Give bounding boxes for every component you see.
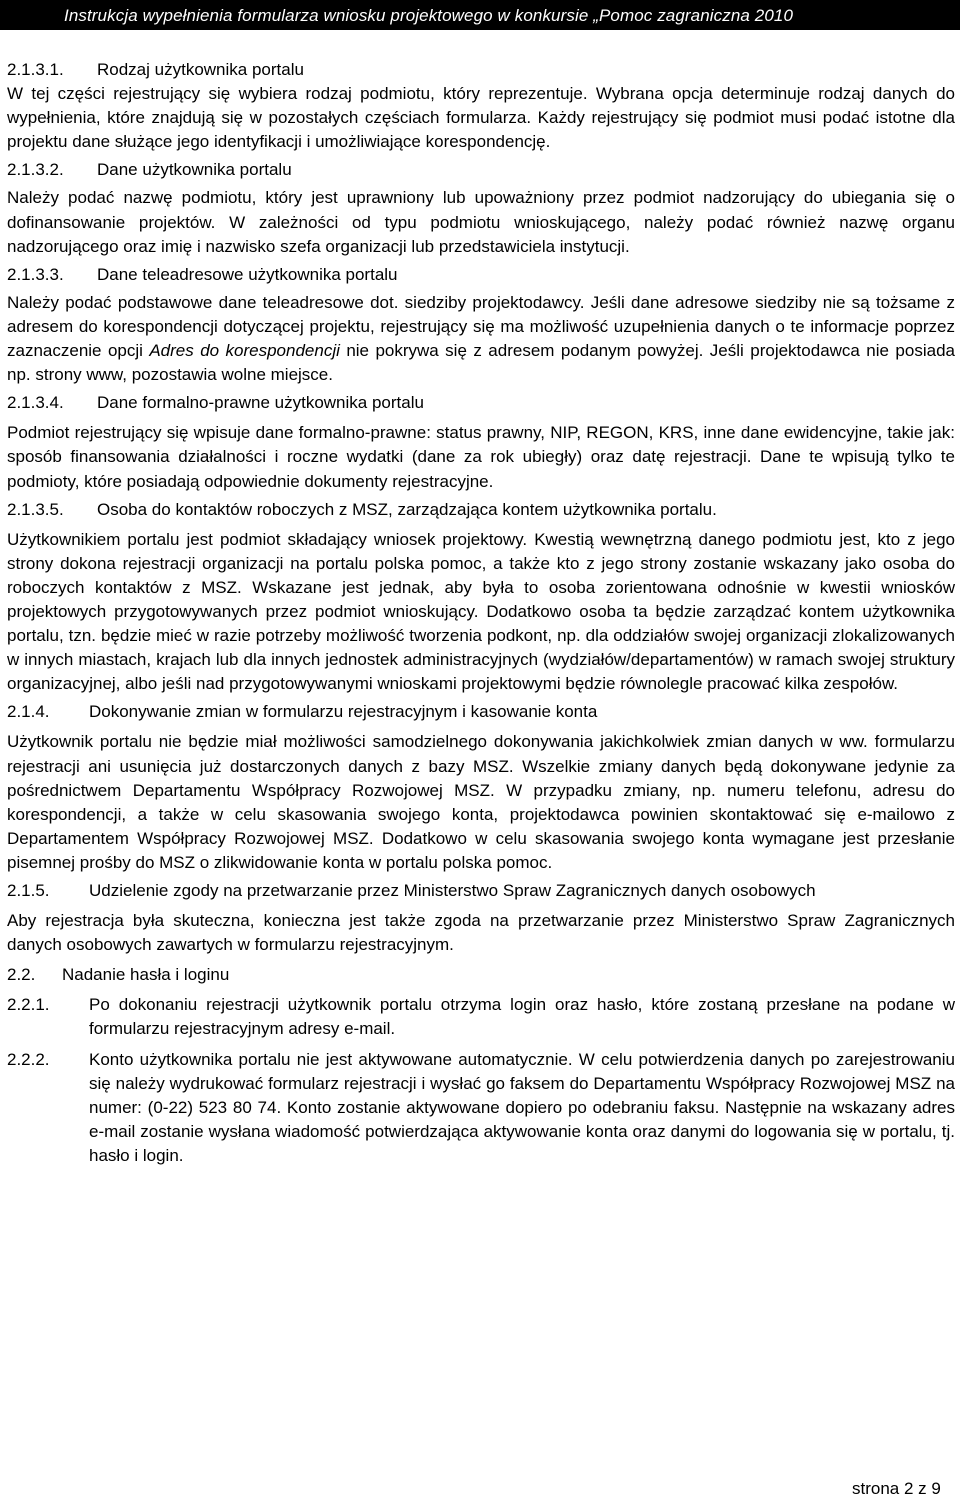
section-title: Rodzaj użytkownika portalu bbox=[97, 60, 304, 79]
section-title: Dane teleadresowe użytkownika portalu bbox=[97, 264, 398, 284]
section-number: 2.1.3.3. bbox=[7, 264, 64, 284]
list-item-222 bbox=[7, 1048, 955, 1168]
section-paragraph-214: Użytkownik portalu nie będzie miał możliwości samodzielnego dokonywania jakichkolwiek zmian danych w ww. formularzu rejestracji ani usunięcia już dostarczonych danych z bazy MSZ. Wszelkie zmiany danych będą dokonywane jedynie za pośrednictwem Departamentu Współpracy Rozwojowej MSZ. W przypadku zmiany, np. numeru telefonu, adresu do korespondencji, a także w celu skasowania swojego konta, projektodawca powinien skontaktować się e-mailowo z Departamentem Współpracy Rozwojowej MSZ. Dodatkowo w celu skasowania swojego konta wymagane jest przesłanie pisemnej prośby do MSZ o zlikwidowanie konta w portalu polska pomoc. bbox=[7, 732, 955, 872]
section-title: Dane formalno-prawne użytkownika portalu bbox=[97, 393, 424, 413]
section-title: Udzielenie zgody na przetwarzanie przez Ministerstwo Spraw Zagranicznych danych osobowych bbox=[89, 881, 816, 900]
section-title: Nadanie hasła i loginu bbox=[62, 965, 230, 985]
section-heading-214 bbox=[7, 700, 955, 724]
section-title: Osoba do kontaktów roboczych z MSZ, zarządzająca kontem użytkownika portalu. bbox=[97, 499, 717, 519]
section-number: 2.2. bbox=[7, 965, 36, 985]
section-paragraph-2135: Użytkownikiem portalu jest podmiot składający wniosek projektowy. Kwestią wewnętrzną danego podmiotu jest, kto z jego strony dokona rejestracji organizacji na portalu polska pomoc, a także kto z jego strony zostanie wskazany jako osoba do roboczych kontaktów z MSZ. Wskazane jest jednak, aby była to osoba zorientowana odnośnie w kwestii wniosków projektowych przygotowywanych przez podmiot wnioskujący. Dodatkowo osoba ta będzie zarządzać kontem użytkownika portalu, tzn. będzie mieć w razie potrzeby możliwość tworzenia podkont, np. dla oddziałów swojej organizacji zlokalizowanych w innych miastach, krajach lub dla innych jednostek administracyjnych (wydziałów/departamentów) w ramach swojej struktury organizacyjnej, albo jeśli nad przygotowywanymi wnioskami projektowymi będzie równolegle pracować kilka zespołów. bbox=[7, 529, 955, 694]
list-item-221 bbox=[7, 993, 955, 1041]
section-number: 2.1.4. bbox=[7, 702, 50, 722]
item-number: 2.2.2. bbox=[7, 1049, 50, 1069]
option-name: Adres do korespondencji bbox=[149, 341, 340, 361]
item-number: 2.2.1. bbox=[7, 995, 50, 1015]
section-heading-2133 bbox=[7, 263, 955, 287]
document-body bbox=[7, 58, 955, 1168]
section-heading-22 bbox=[7, 963, 955, 987]
section-number: 2.1.5. bbox=[7, 881, 50, 900]
section-number: 2.1.3.1. bbox=[7, 60, 64, 79]
section-number: 2.1.3.2. bbox=[7, 160, 64, 180]
page-header bbox=[0, 0, 960, 30]
section-heading-2135 bbox=[7, 498, 955, 522]
paragraph-text: Należy podać podstawowe dane teleadresowe dot. siedziby projektodawcy. Jeśli dane adresowe siedziby nie są tożsame z adresem do korespondencji dotyczącej projektu, rejestrujący się ma możliwość uzupełnienia danych o te informacje poprzez zaznaczenie opcji bbox=[7, 292, 955, 361]
page-number: strona 2 z 9 bbox=[852, 1479, 941, 1498]
section-heading-215 bbox=[7, 879, 955, 903]
section-paragraph-2134: Podmiot rejestrujący się wpisuje dane formalno-prawne: status prawny, NIP, REGON, KRS, inne dane ewidencyjne, takie jak: sposób finansowania działalności i roczne wydatki (dane za rok ubiegły) oraz datę rejestracji. Dane te wpisują tylko te podmioty, które posiadają odpowiednie dokumenty rejestracyjne. bbox=[7, 423, 955, 491]
section-heading-2132 bbox=[7, 158, 955, 182]
section-paragraph-2132: Należy podać nazwę podmiotu, który jest uprawniony lub upoważniony przez podmiot nadzorujący do ubiegania się o dofinansowanie projektów. W zależności od typu podmiotu wnioskującego, należy podać również nazwę organu nadzorującego oraz imię i nazwisko szefa organizacji lub przedstawiciela instytucji. bbox=[7, 188, 955, 256]
section-paragraph-2131: W tej części rejestrujący się wybiera rodzaj podmiotu, który reprezentuje. Wybrana opcja determinuje rodzaj danych do wypełnienia, które znajdują się w pozostałych częściach formularza. Każdy rejestrujący się podmiot musi podać istotne dla projektu dane służące jego identyfikacji i umożliwiające korespondencję. bbox=[7, 84, 955, 152]
section-paragraph-215: Aby rejestracja była skuteczna, konieczna jest także zgoda na przetwarzanie przez Ministerstwo Spraw Zagranicznych danych osobowych zawartych w formularzu rejestracyjnym. bbox=[7, 911, 955, 955]
section-title: Dane użytkownika portalu bbox=[97, 160, 292, 180]
section-heading-2131 bbox=[7, 58, 955, 82]
section-paragraph-2133 bbox=[7, 291, 955, 387]
header-title: Instrukcja wypełnienia formularza wniosku projektowego w konkursie „Pomoc zagraniczna 2010 bbox=[64, 6, 794, 25]
section-heading-2134 bbox=[7, 391, 955, 415]
item-text: Konto użytkownika portalu nie jest aktywowane automatycznie. W celu potwierdzenia danych po zarejestrowaniu się należy wydrukować formularz rejestracji i wysłać go faksem do Departamentu Współpracy Rozwojowej MSZ na numer: (0-22) 523 80 74. Konto zostanie aktywowane dopiero po odebraniu faksu. Następnie na wskazany adres e-mail zostanie wysłana wiadomość potwierdzająca aktywowanie konta oraz danymi do logowania się w portalu, tj. hasło i login. bbox=[89, 1049, 955, 1165]
item-text: Po dokonaniu rejestracji użytkownik portalu otrzyma login oraz hasło, które zostaną przesłane na podane w formularzu rejestracyjnym adresy e-mail. bbox=[89, 995, 955, 1039]
section-title: Dokonywanie zmian w formularzu rejestracyjnym i kasowanie konta bbox=[89, 702, 598, 722]
section-number: 2.1.3.5. bbox=[7, 499, 64, 519]
section-number: 2.1.3.4. bbox=[7, 393, 64, 413]
paragraph-text: nie pokrywa się z adresem podanym powyżej. Jeśli projektodawca nie posiada np. strony www, pozostawia wolne miejsce. bbox=[7, 341, 955, 385]
